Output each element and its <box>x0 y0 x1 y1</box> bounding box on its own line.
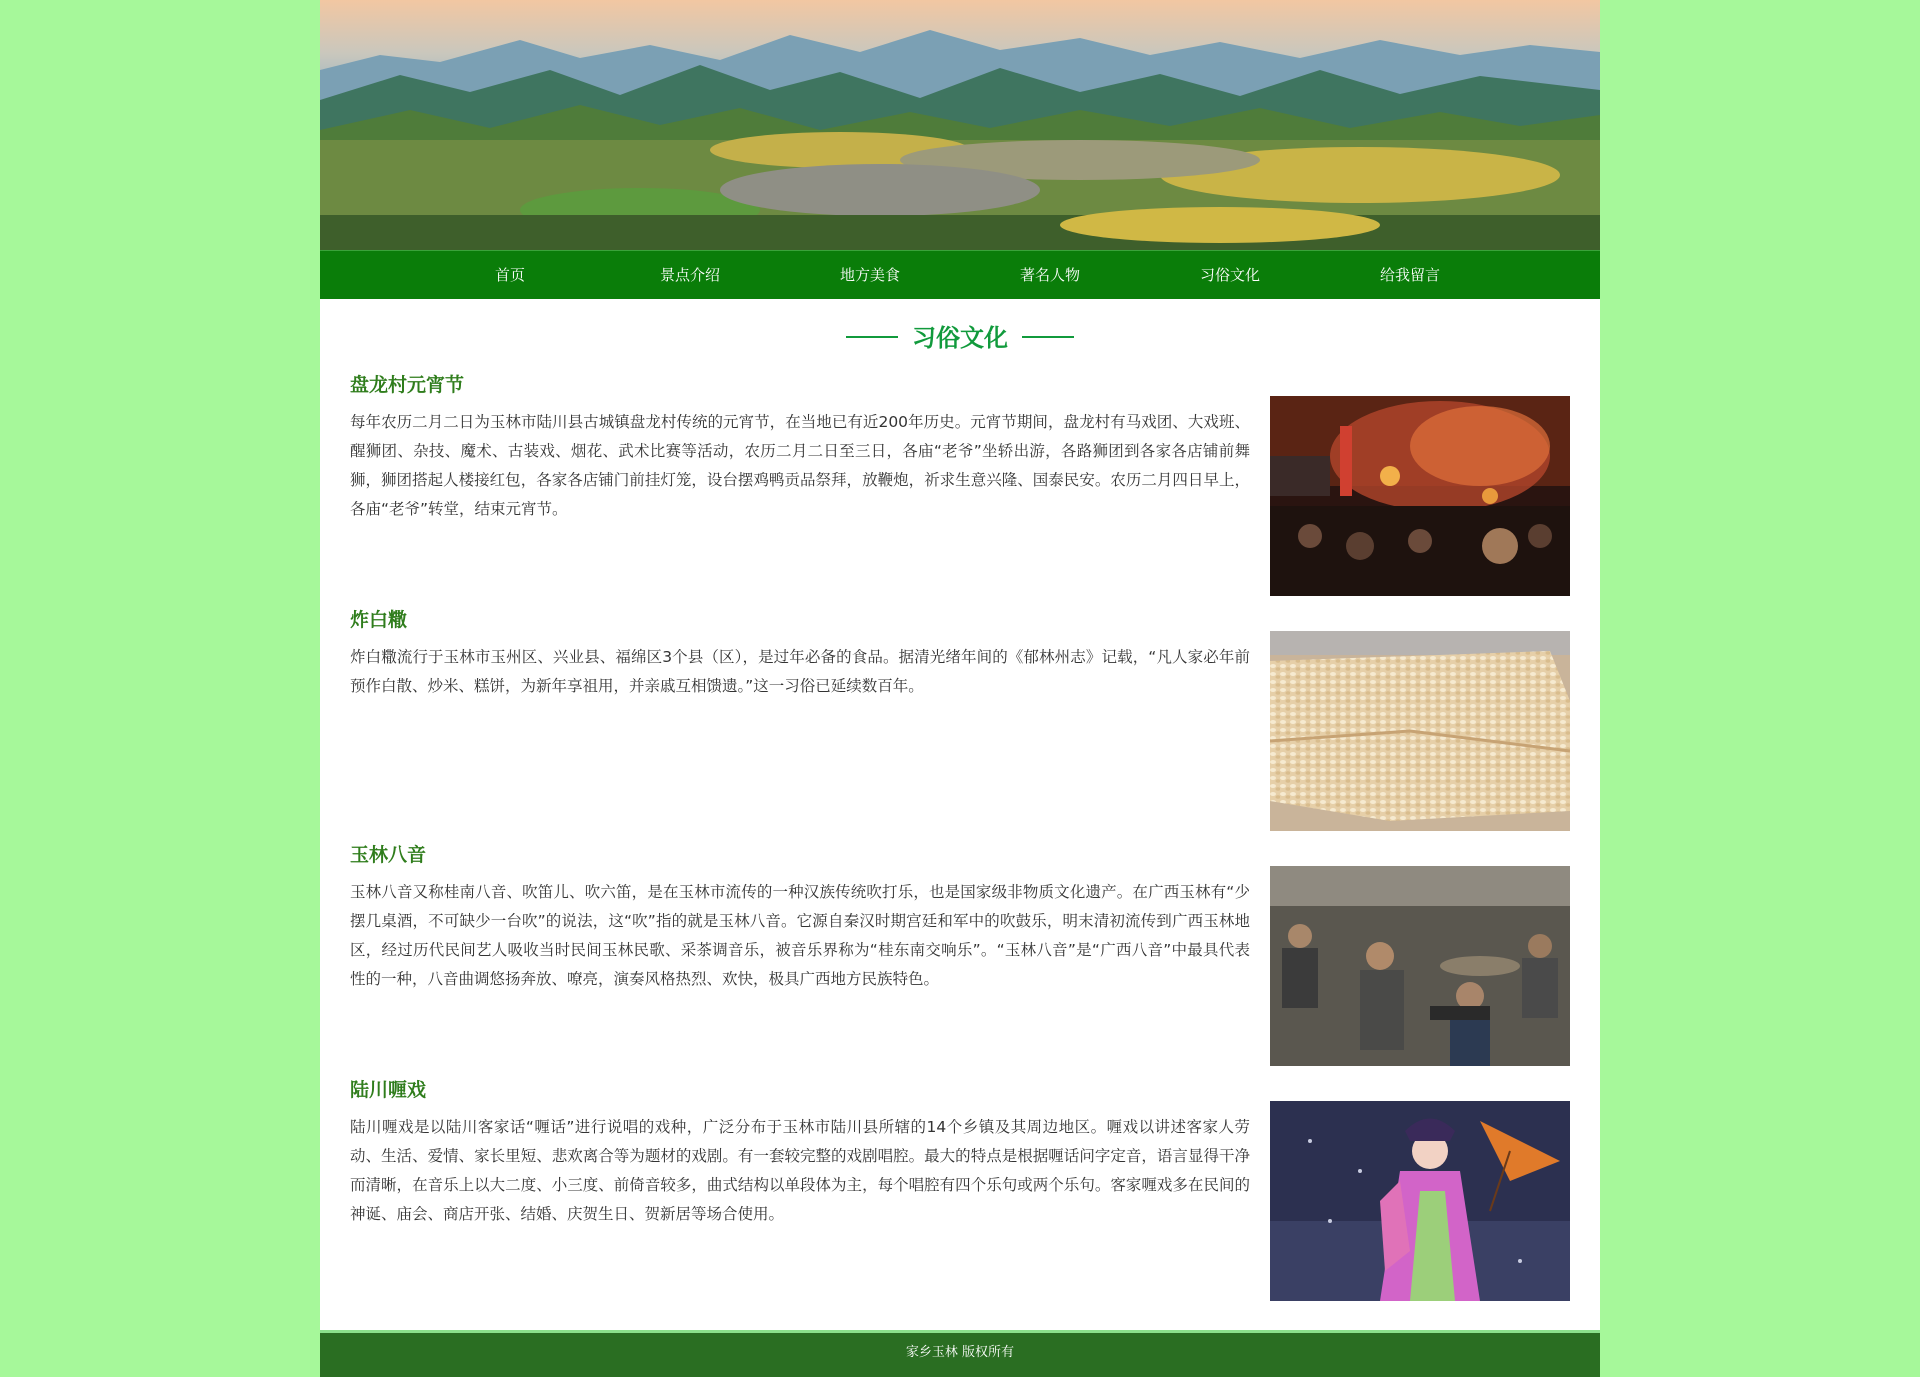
section-title: 习俗文化 <box>912 324 1008 352</box>
nav-item-attractions[interactable]: 景点介绍 <box>659 266 720 284</box>
musicians-image <box>1270 866 1570 1066</box>
nav-item-customs-culture[interactable]: 习俗文化 <box>1199 266 1260 284</box>
page-footer <box>320 1330 1600 1377</box>
page-container <box>320 0 1600 1374</box>
section-heading <box>320 318 1600 358</box>
article-text: 每年农历二月二日为玉林市陆川县古城镇盘龙村传统的元宵节，在当地已有近200年历史。元宵节期间，盘龙村有马戏团、大戏班、醒狮团、杂技、魔术、古装戏、烟花、武术比赛等活动，农历二月二日至三日，各庙“老爷”坐轿出游，各路狮团到各家各店铺前舞狮，狮团搭起人楼接红包，各家各店铺门前挂灯笼，设台摆鸡鸭贡品祭拜，放鞭炮，祈求生意兴隆、国泰民安。农历二月四日早上，各庙“老爷”转堂，结束元宵节。 <box>350 413 1250 518</box>
opera-performer-image <box>1270 1101 1570 1301</box>
article-title: 炸白糤 <box>350 609 408 631</box>
copyright-text: 家乡玉林 版权所有 <box>905 1345 1015 1360</box>
banner-landscape-image <box>320 0 1600 250</box>
article-text: 陆川喱戏是以陆川客家话“喱话”进行说唱的戏种，广泛分布于玉林市陆川县所辖的14个乡镇及其周边地区。喱戏以讲述客家人劳动、生活、爱情、家长里短、悲欢离合等为题材的戏剧。有一套较完整的戏剧唱腔。最大的特点是根据喱话问字定音，语言显得干净而清晰，在音乐上以大二度、小三度、前倚音较多，曲式结构以单段体为主，每个唱腔有四个乐句或两个乐句。客家喱戏多在民间的神诞、庙会、商店开张、结婚、庆贺生日、贺新居等场合使用。 <box>350 1118 1250 1223</box>
article-title: 盘龙村元宵节 <box>350 374 465 396</box>
article-title: 陆川喱戏 <box>350 1079 427 1101</box>
main-navigation <box>320 250 1600 299</box>
article-title: 玉林八音 <box>350 844 427 866</box>
article-item <box>350 1077 1570 1317</box>
article-text: 玉林八音又称桂南八音、吹笛儿、吹六笛，是在玉林市流传的一种汉族传统吹打乐，也是国家级非物质文化遗产。在广西玉林有“少摆几桌酒，不可缺少一台吹”的说法，这“吹”指的就是玉林八音。它源自秦汉时期宫廷和军中的吹鼓乐，明末清初流传到广西玉林地区，经过历代民间艺人吸收当时民间玉林民歌、采茶调音乐，被音乐界称为“桂东南交响乐”。“玉林八音”是“广西八音”中最具代表性的一种，八音曲调悠扬奔放、嘹亮，演奏风格热烈、欢快，极具广西地方民族特色。 <box>350 883 1250 988</box>
article-item <box>350 607 1570 847</box>
nav-item-local-food[interactable]: 地方美食 <box>839 266 900 284</box>
heading-right-line <box>1022 336 1074 338</box>
festival-night-image <box>1270 396 1570 596</box>
article-item <box>350 372 1570 612</box>
nav-item-famous-people[interactable]: 著名人物 <box>1019 266 1080 284</box>
article-item <box>350 842 1570 1082</box>
nav-item-leave-message[interactable]: 给我留言 <box>1379 266 1440 284</box>
article-text: 炸白糤流行于玉林市玉州区、兴业县、福绵区3个县（区），是过年必备的食品。据清光绪年间的《郁林州志》记载，“凡人家必年前预作白散、炒米、糕饼，为新年享祖用，并亲戚互相馈遗。”这一习俗已延续数百年。 <box>350 648 1250 695</box>
nav-item-home[interactable]: 首页 <box>494 266 525 284</box>
rice-cracker-image <box>1270 631 1570 831</box>
